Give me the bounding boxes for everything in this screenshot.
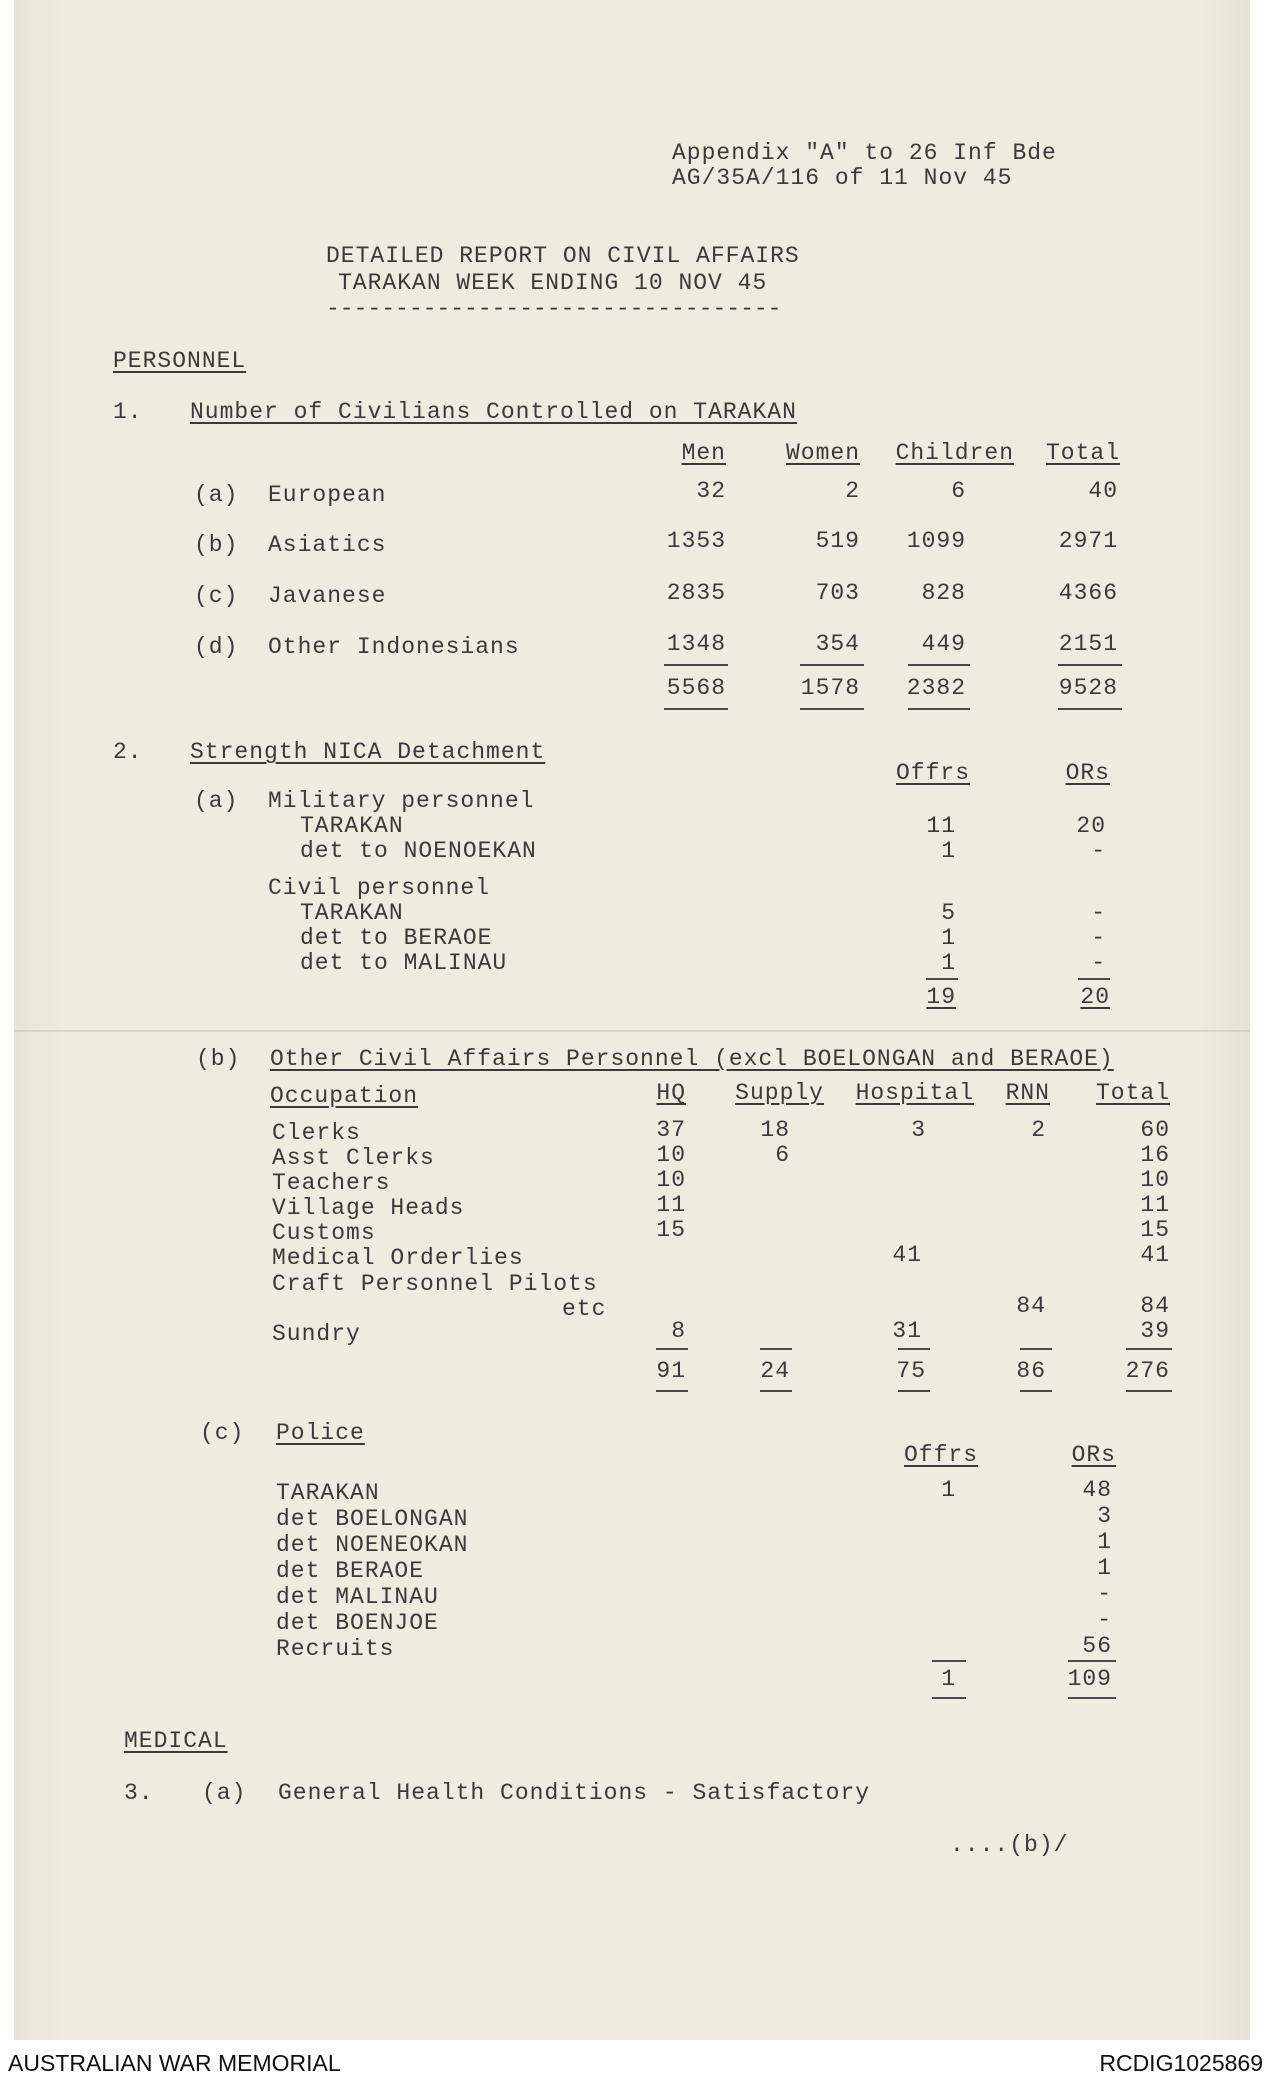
cell: 1: [941, 950, 956, 976]
col-hospital: Hospital: [855, 1080, 974, 1106]
section-1-title: Number of Civilians Controlled on TARAKAN: [190, 399, 797, 425]
cell: -: [1097, 1607, 1112, 1633]
cell: 84: [1140, 1293, 1170, 1319]
cell: 2835: [666, 580, 726, 606]
cell: 15: [1140, 1217, 1170, 1243]
cell: 10: [1140, 1167, 1170, 1193]
row-label-other-indonesians: Other Indonesians: [268, 634, 520, 660]
cell: 6: [775, 1142, 790, 1168]
cell: 2151: [1058, 631, 1118, 657]
cell: 60: [1140, 1117, 1170, 1143]
col-total: Total: [1095, 1080, 1170, 1106]
total-rule: [932, 1697, 966, 1699]
row-label: TARAKAN: [276, 1480, 380, 1506]
section-2-number: 2.: [113, 739, 143, 765]
sum-rule: [1078, 978, 1110, 980]
general-health-conditions: General Health Conditions - Satisfactory: [278, 1780, 871, 1806]
cell: -: [1097, 1581, 1112, 1607]
appendix-line-2: AG/35A/116 of 11 Nov 45: [672, 165, 1013, 191]
row-label: det BOELONGAN: [276, 1506, 469, 1532]
total-rule: [656, 1390, 688, 1392]
col-children: Children: [895, 440, 1014, 466]
row-label: det BERAOE: [276, 1558, 425, 1584]
cell: 1: [1097, 1529, 1112, 1555]
cell: 84: [1016, 1293, 1046, 1319]
total-rule: [664, 708, 728, 710]
cell: 32: [696, 478, 726, 504]
cell: 3: [911, 1117, 926, 1143]
col-men: Men: [681, 440, 726, 466]
row-label: Village Heads: [272, 1195, 465, 1221]
cell: 828: [921, 580, 966, 606]
cell: 1: [941, 1477, 956, 1503]
total-rule: [898, 1390, 930, 1392]
sum-rule: [1020, 1348, 1052, 1350]
col-rnn: RNN: [1005, 1080, 1050, 1106]
cell: 1: [941, 925, 956, 951]
sum-rule: [932, 1660, 966, 1662]
cell: 703: [815, 580, 860, 606]
occ-total-total: 276: [1125, 1358, 1170, 1384]
col-offrs: Offrs: [903, 1442, 978, 1468]
row-label: det NOENEOKAN: [276, 1532, 469, 1558]
cell: 41: [892, 1242, 922, 1268]
row-label: Recruits: [276, 1636, 395, 1662]
police-total-ors: 109: [1067, 1666, 1112, 1692]
cell: 10: [656, 1167, 686, 1193]
cell: 48: [1082, 1477, 1112, 1503]
page-fold: [14, 1030, 1250, 1032]
section-2-title: Strength NICA Detachment: [190, 739, 546, 765]
row-label: etc: [562, 1296, 607, 1322]
row-label: det to BERAOE: [300, 925, 493, 951]
cell: 3: [1097, 1503, 1112, 1529]
cell: 5: [941, 900, 956, 926]
footer-record-id: RCDIG1025869: [1099, 2050, 1263, 2076]
col-total: Total: [1045, 440, 1120, 466]
row-label: Craft Personnel Pilots: [272, 1271, 598, 1297]
cell: 1353: [666, 528, 726, 554]
medical-heading: MEDICAL: [124, 1728, 228, 1754]
sum-rule: [664, 664, 728, 666]
sum-rule: [1058, 664, 1122, 666]
cell: 41: [1140, 1242, 1170, 1268]
occ-total-supply: 24: [760, 1358, 790, 1384]
cell: 56: [1082, 1633, 1112, 1659]
cell: -: [1091, 925, 1106, 951]
row-label-asiatics: Asiatics: [268, 532, 387, 558]
total-women: 1578: [800, 675, 860, 701]
total-total: 9528: [1058, 675, 1118, 701]
sum-rule: [760, 1348, 792, 1350]
row-label: TARAKAN: [300, 900, 404, 926]
cell: 1348: [666, 631, 726, 657]
sum-rule: [898, 1348, 930, 1350]
total-rule: [800, 708, 864, 710]
col-women: Women: [785, 440, 860, 466]
cell: 16: [1140, 1142, 1170, 1168]
occ-total-hq: 91: [656, 1358, 686, 1384]
cell: 39: [1140, 1318, 1170, 1344]
total-men: 5568: [666, 675, 726, 701]
row-key: (c): [200, 1420, 245, 1446]
cell: 8: [671, 1318, 686, 1344]
sum-rule: [800, 664, 864, 666]
total-children: 2382: [906, 675, 966, 701]
cell: 31: [892, 1318, 922, 1344]
row-key: (a): [202, 1780, 247, 1806]
cell: 15: [656, 1217, 686, 1243]
report-title-line-2: TARAKAN WEEK ENDING 10 NOV 45: [338, 270, 768, 296]
row-label: Customs: [272, 1220, 376, 1246]
row-label: Asst Clerks: [272, 1145, 435, 1171]
cell: 1: [941, 838, 956, 864]
total-rule: [1020, 1390, 1052, 1392]
sum-rule: [926, 978, 958, 980]
col-ors: ORs: [1065, 760, 1110, 786]
row-key: (a): [194, 788, 239, 814]
cell: 10: [656, 1142, 686, 1168]
section-1-number: 1.: [113, 399, 143, 425]
col-hq: HQ: [656, 1080, 686, 1106]
cell: 20: [1076, 813, 1106, 839]
cell: 354: [815, 631, 860, 657]
occ-total-hospital: 75: [896, 1358, 926, 1384]
continuation-marker: ....(b)/: [950, 1832, 1069, 1858]
row-label: Clerks: [272, 1120, 361, 1146]
cell: 18: [760, 1117, 790, 1143]
section-3-number: 3.: [124, 1780, 154, 1806]
other-civil-affairs-title: Other Civil Affairs Personnel (excl BOELONGAN and BERAOE): [270, 1046, 1114, 1072]
sum-rule: [1126, 1348, 1172, 1350]
cell: 11: [926, 813, 956, 839]
row-label: det MALINAU: [276, 1584, 439, 1610]
col-supply: Supply: [735, 1080, 824, 1106]
cell: 37: [656, 1117, 686, 1143]
cell: 449: [921, 631, 966, 657]
row-key: (c): [194, 583, 239, 609]
row-label: Medical Orderlies: [272, 1245, 524, 1271]
row-key: (a): [194, 482, 239, 508]
cell: 519: [815, 528, 860, 554]
personnel-heading: PERSONNEL: [113, 348, 247, 374]
col-ors: ORs: [1071, 1442, 1116, 1468]
total-rule: [1058, 708, 1122, 710]
cell: -: [1091, 950, 1106, 976]
cell: -: [1091, 838, 1106, 864]
row-label: Teachers: [272, 1170, 391, 1196]
col-offrs: Offrs: [895, 760, 970, 786]
total-rule: [1068, 1697, 1116, 1699]
footer-archive-name: AUSTRALIAN WAR MEMORIAL: [8, 2050, 341, 2076]
row-label: det BOENJOE: [276, 1610, 439, 1636]
occ-total-rnn: 86: [1016, 1358, 1046, 1384]
total-rule: [908, 708, 970, 710]
appendix-line-1: Appendix "A" to 26 Inf Bde: [672, 140, 1057, 166]
row-label: TARAKAN: [300, 813, 404, 839]
nica-total-offrs: 19: [926, 984, 956, 1010]
cell: 2: [845, 478, 860, 504]
total-rule: [1126, 1390, 1172, 1392]
cell: 2: [1031, 1117, 1046, 1143]
col-occupation: Occupation: [270, 1083, 419, 1109]
row-key: (b): [194, 532, 239, 558]
cell: 11: [656, 1192, 686, 1218]
military-personnel-label: Military personnel: [268, 788, 535, 814]
cell: 1099: [906, 528, 966, 554]
civil-personnel-label: Civil personnel: [268, 875, 491, 901]
row-label-javanese: Javanese: [268, 583, 387, 609]
report-title-line-1: DETAILED REPORT ON CIVIL AFFAIRS: [326, 243, 800, 269]
cell: 40: [1088, 478, 1118, 504]
cell: 6: [951, 478, 966, 504]
cell: 1: [1097, 1555, 1112, 1581]
cell: 4366: [1058, 580, 1118, 606]
total-rule: [760, 1390, 792, 1392]
row-label-european: European: [268, 482, 387, 508]
cell: 2971: [1058, 528, 1118, 554]
nica-total-ors: 20: [1080, 984, 1110, 1010]
cell: -: [1091, 900, 1106, 926]
row-key: (d): [194, 634, 239, 660]
row-label: det to NOENOEKAN: [300, 838, 537, 864]
police-title: Police: [276, 1420, 365, 1446]
row-label: Sundry: [272, 1321, 361, 1347]
sum-rule: [656, 1348, 688, 1350]
sum-rule: [1068, 1660, 1116, 1662]
report-title-rule: ---------------------------------: [326, 296, 782, 322]
cell: 11: [1140, 1192, 1170, 1218]
row-label: det to MALINAU: [300, 950, 508, 976]
sum-rule: [908, 664, 970, 666]
police-total-offrs: 1: [941, 1666, 956, 1692]
row-key: (b): [196, 1046, 241, 1072]
